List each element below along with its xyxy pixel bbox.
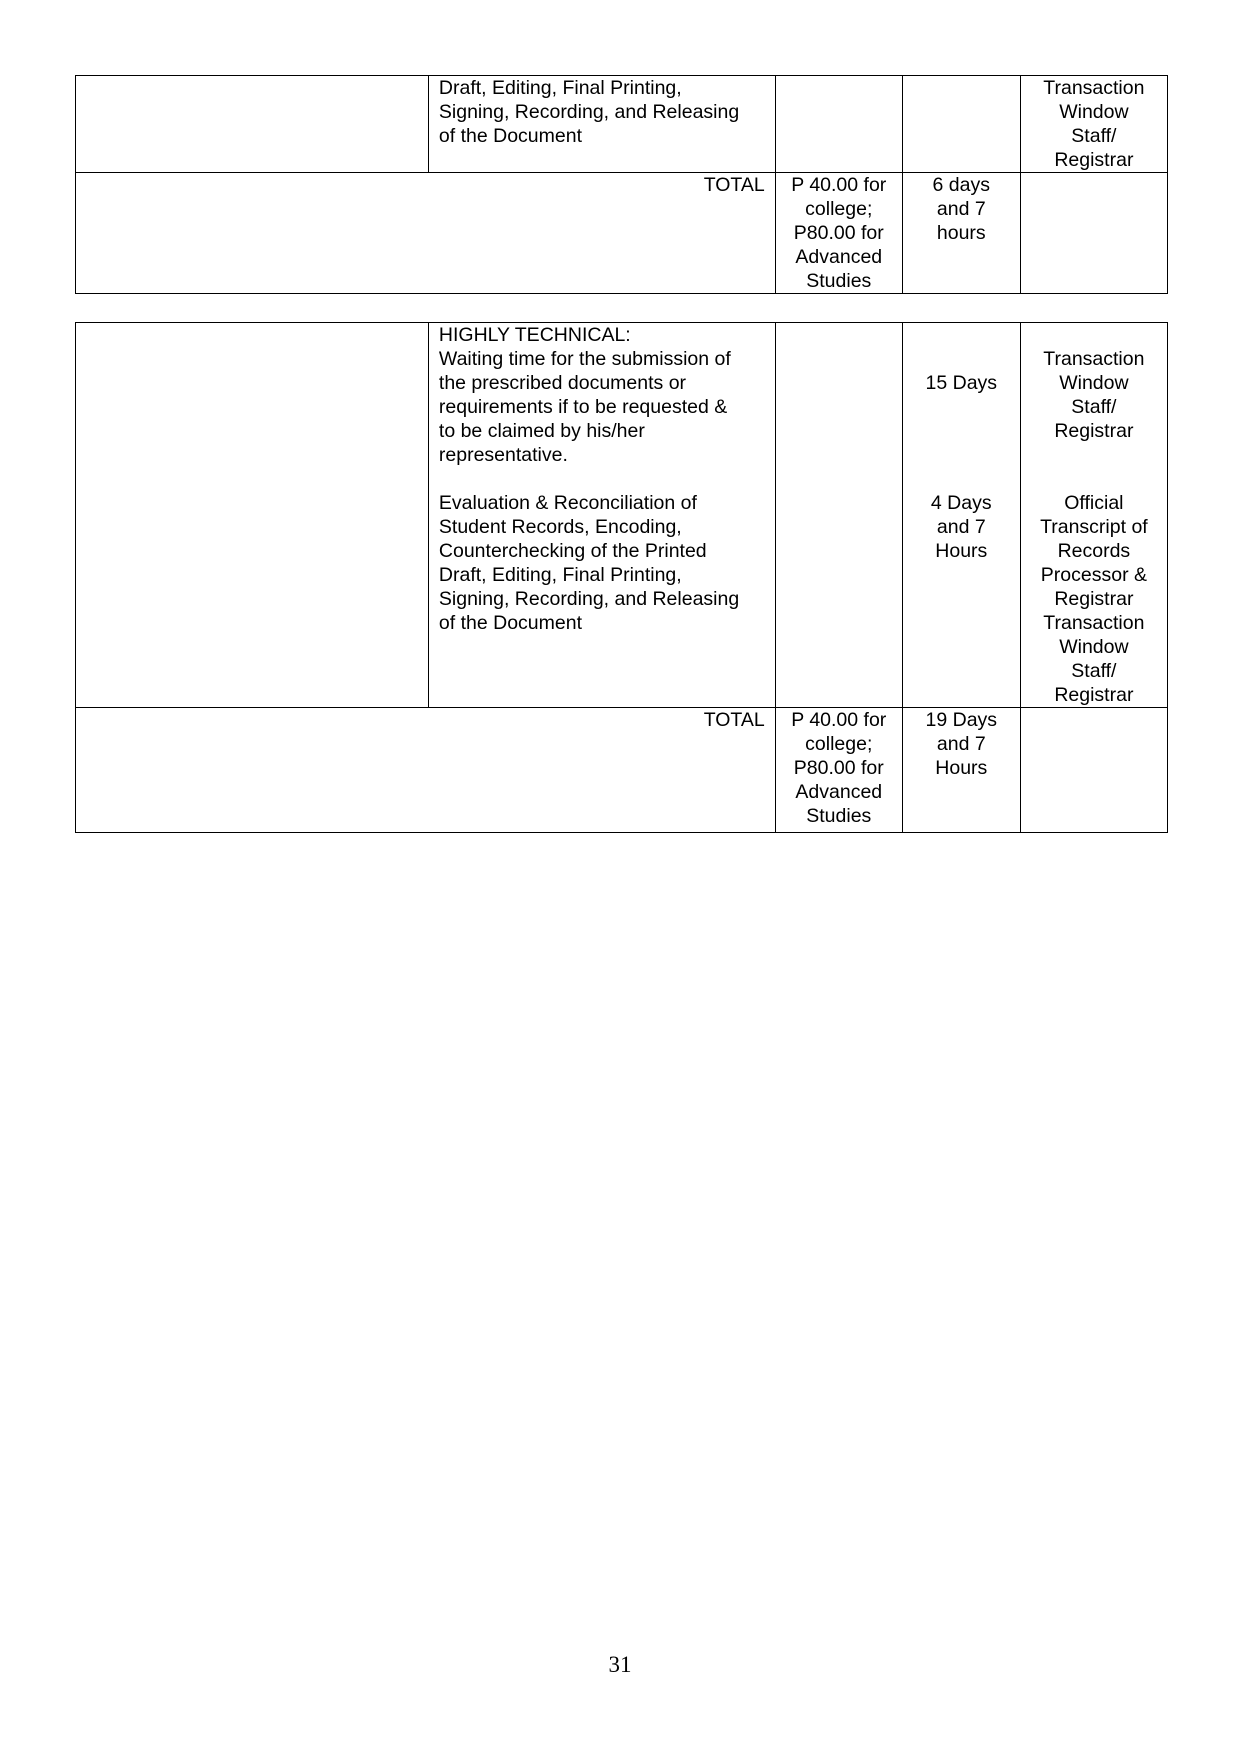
fees-cell xyxy=(775,323,902,708)
agency-action-cell: Draft, Editing, Final Printing, Signing, Recording, and Releasing of the Document xyxy=(428,76,775,173)
person-responsible-cell: Transaction Window Staff/ Registrar xyxy=(1020,76,1167,173)
page-number: 31 xyxy=(608,1652,632,1677)
fees-cell xyxy=(775,76,902,173)
table-row xyxy=(76,323,1168,708)
processing-time-cell xyxy=(902,323,1020,708)
total-row xyxy=(76,708,1168,833)
total-label: TOTAL xyxy=(76,708,776,833)
total-time: 6 days and 7 hours xyxy=(902,173,1020,294)
total-row xyxy=(76,173,1168,294)
client-steps-cell xyxy=(76,76,429,173)
agency-action-cell xyxy=(428,323,775,708)
process-evaluation: Evaluation & Reconciliation of Student Records, Encoding, Counterchecking of the Printed Draft, Editing, Final Printing, Signing, Recording, and Releasing of the Document xyxy=(438,492,740,634)
category-heading: HIGHLY TECHNICAL: xyxy=(438,324,631,346)
person-responsible-cell xyxy=(1020,323,1167,708)
total-fees: P 40.00 for college; P80.00 for Advanced Studies xyxy=(775,708,902,833)
service-table-highly-technical xyxy=(75,322,1168,833)
total-time: 19 Days and 7 Hours xyxy=(902,708,1020,833)
total-person-cell xyxy=(1020,708,1167,833)
processing-time-cell xyxy=(902,76,1020,173)
process-waiting-time: Waiting time for the submission of the prescribed documents or requirements if to be requested & to be claimed by his/her representative. xyxy=(438,348,731,466)
table-row xyxy=(76,76,1168,173)
total-label: TOTAL xyxy=(76,173,776,294)
service-table-simple xyxy=(75,75,1168,294)
client-steps-cell xyxy=(76,323,429,708)
time-waiting: 15 Days xyxy=(925,372,998,394)
person-waiting: Transaction Window Staff/ Registrar xyxy=(1043,348,1145,442)
person-evaluation: Official Transcript of Records Processor & Registrar Transaction Window Staff/ Registrar xyxy=(1040,492,1148,706)
total-person-cell xyxy=(1020,173,1167,294)
time-evaluation: 4 Days and 7 Hours xyxy=(930,492,992,562)
total-fees: P 40.00 for college; P80.00 for Advanced Studies xyxy=(775,173,902,294)
